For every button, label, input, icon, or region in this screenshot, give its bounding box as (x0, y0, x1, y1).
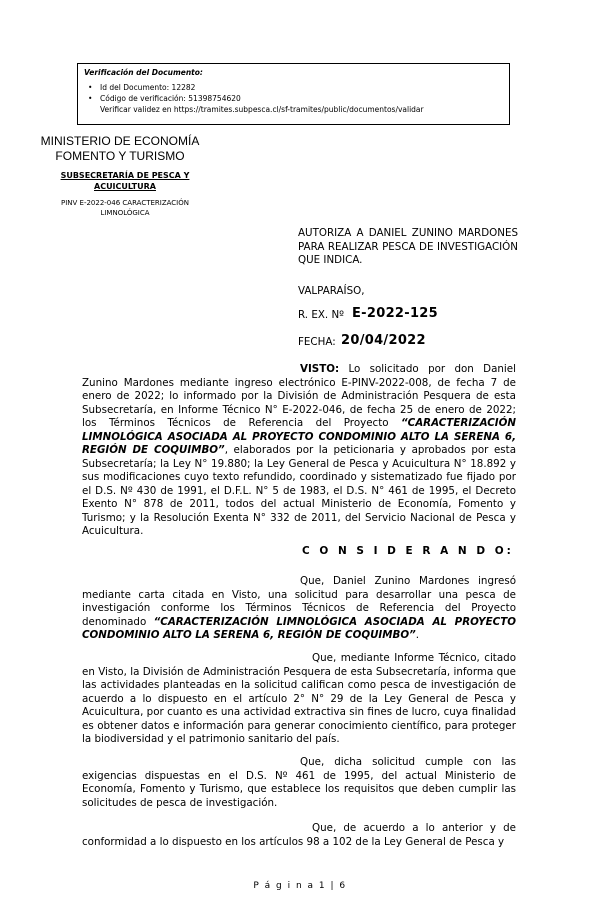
considerando-paragraph-2 (82, 652, 516, 747)
considerando-paragraph-3 (82, 756, 516, 810)
p3-text: Que, dicha solicitud cumple con las exigencias dispuestas en el D.S. Nº 461 de 1995, del actual Ministerio de Economía, Fomento y Turismo, que establece los requisitos que deben cumplir las solicitudes de pesca de investigación. (82, 756, 516, 809)
verification-id: • Id del Documento: 12282 (100, 83, 195, 92)
visto-paragraph (82, 363, 516, 539)
verification-code: • Código de verificación: 51398754620 (100, 94, 241, 103)
verification-title: Verificación del Documento: (84, 68, 203, 77)
reference-code (45, 198, 205, 218)
subsecretaria-line-2: ACUICULTURA (94, 182, 156, 191)
subsecretaria-heading (40, 170, 210, 192)
ministry-line-1: MINISTERIO DE ECONOMÍA (40, 134, 200, 148)
reference-line-1: PINV E-2022-046 CARACTERIZACIÓN (60, 199, 189, 207)
subsecretaria-line-1: SUBSECRETARÍA DE PESCA Y (60, 171, 190, 180)
resolution-number: E-2022-125 (352, 306, 438, 321)
ministry-line-2: FOMENTO Y TURISMO (55, 149, 185, 163)
reference-line-2: LIMNOLÓGICA (100, 209, 150, 217)
verification-url: • Verificar validez en https://tramites.subpesca.cl/sf-tramites/public/documentos/validar (100, 105, 505, 114)
page-number: P á g i n a 1 | 6 (253, 881, 347, 891)
visto-text-2: , elaborados por la peticionaria y aprobados por esta Subsecretaría; la Ley N° 19.880; la Ley General de Pesca y Acuicultura N° 18.892 y sus modificaciones cuyo texto refundido, coordinado y sistematizado fue fijado por el D.S. Nº 430 de 1991, el D.F.L. N° 5 de 1983, el D.S. N° 461 de 1995, el Decreto Exento N° 878 de 2011, todos del actual Ministerio de Economía, Fomento y Turismo; y la Resolución Exenta N° 332 de 2011, del Servicio Nacional de Pesca y Acuicultura. (82, 444, 516, 537)
considerando-heading: C O N S I D E R A N D O: (302, 545, 514, 557)
resolution-summary: AUTORIZA A DANIEL ZUNINO MARDONES PARA REALIZAR PESCA DE INVESTIGACIÓN QUE INDICA. (298, 227, 518, 266)
p1-text: Que, Daniel Zunino Mardones ingresó mediante carta citada en Visto, una solicitud para desarrollar una pesca de investigación conforme los Términos Técnicos de Referencia del Proyecto denominado (82, 575, 516, 628)
visto-label: VISTO: (300, 363, 340, 375)
considerando-paragraph-1 (82, 575, 516, 643)
visto-project: “CARACTERIZACIÓN LIMNOLÓGICA ASOCIADA AL PROYECTO CONDOMINIO ALTO LA SERENA 6, REGIÓN DE COQUIMBO” (82, 417, 516, 456)
resolution-number-label: R. EX. Nº (298, 309, 344, 321)
date-label: FECHA: (298, 336, 336, 348)
considerando-paragraph-4 (82, 822, 516, 849)
p2-text: Que, mediante Informe Técnico, citado en Visto, la División de Administración Pesquera de esta Subsecretaría, informa que las actividades planteadas en la solicitud califican como pesca de investigación de acuerdo a lo dispuesto en el artículo 2° N° 29 de la Ley General de Pesca y Acuicultura, por cuanto es una actividad extractiva sin fines de lucro, cuya finalidad es obtener datos e información para generar conocimiento científico, para proteger la biodiversidad y el patrimonio sanitario del país. (82, 652, 516, 745)
visto-text-1: Lo solicitado por don Daniel Zunino Mardones mediante ingreso electrónico E-PINV-2022-008, de fecha 7 de enero de 2022; lo informado por la División de Administración Pesquera de esta Subsecretaría, en Informe Técnico N° E-2022-046, de fecha 25 de enero de 2022; los Términos Técnicos de Referencia del Proyecto (82, 363, 516, 429)
verification-box (77, 63, 510, 125)
place: VALPARAÍSO, (298, 285, 365, 297)
p1-end: . (415, 629, 420, 641)
p1-project: “CARACTERIZACIÓN LIMNOLÓGICA ASOCIADA AL PROYECTO CONDOMINIO ALTO LA SERENA 6, REGIÓN DE COQUIMBO” (82, 615, 516, 641)
resolution-date: 20/04/2022 (341, 333, 426, 348)
p4-text: Que, de acuerdo a lo anterior y de conformidad a lo dispuesto en los artículos 98 a 102 de la Ley General de Pesca y (82, 822, 516, 848)
